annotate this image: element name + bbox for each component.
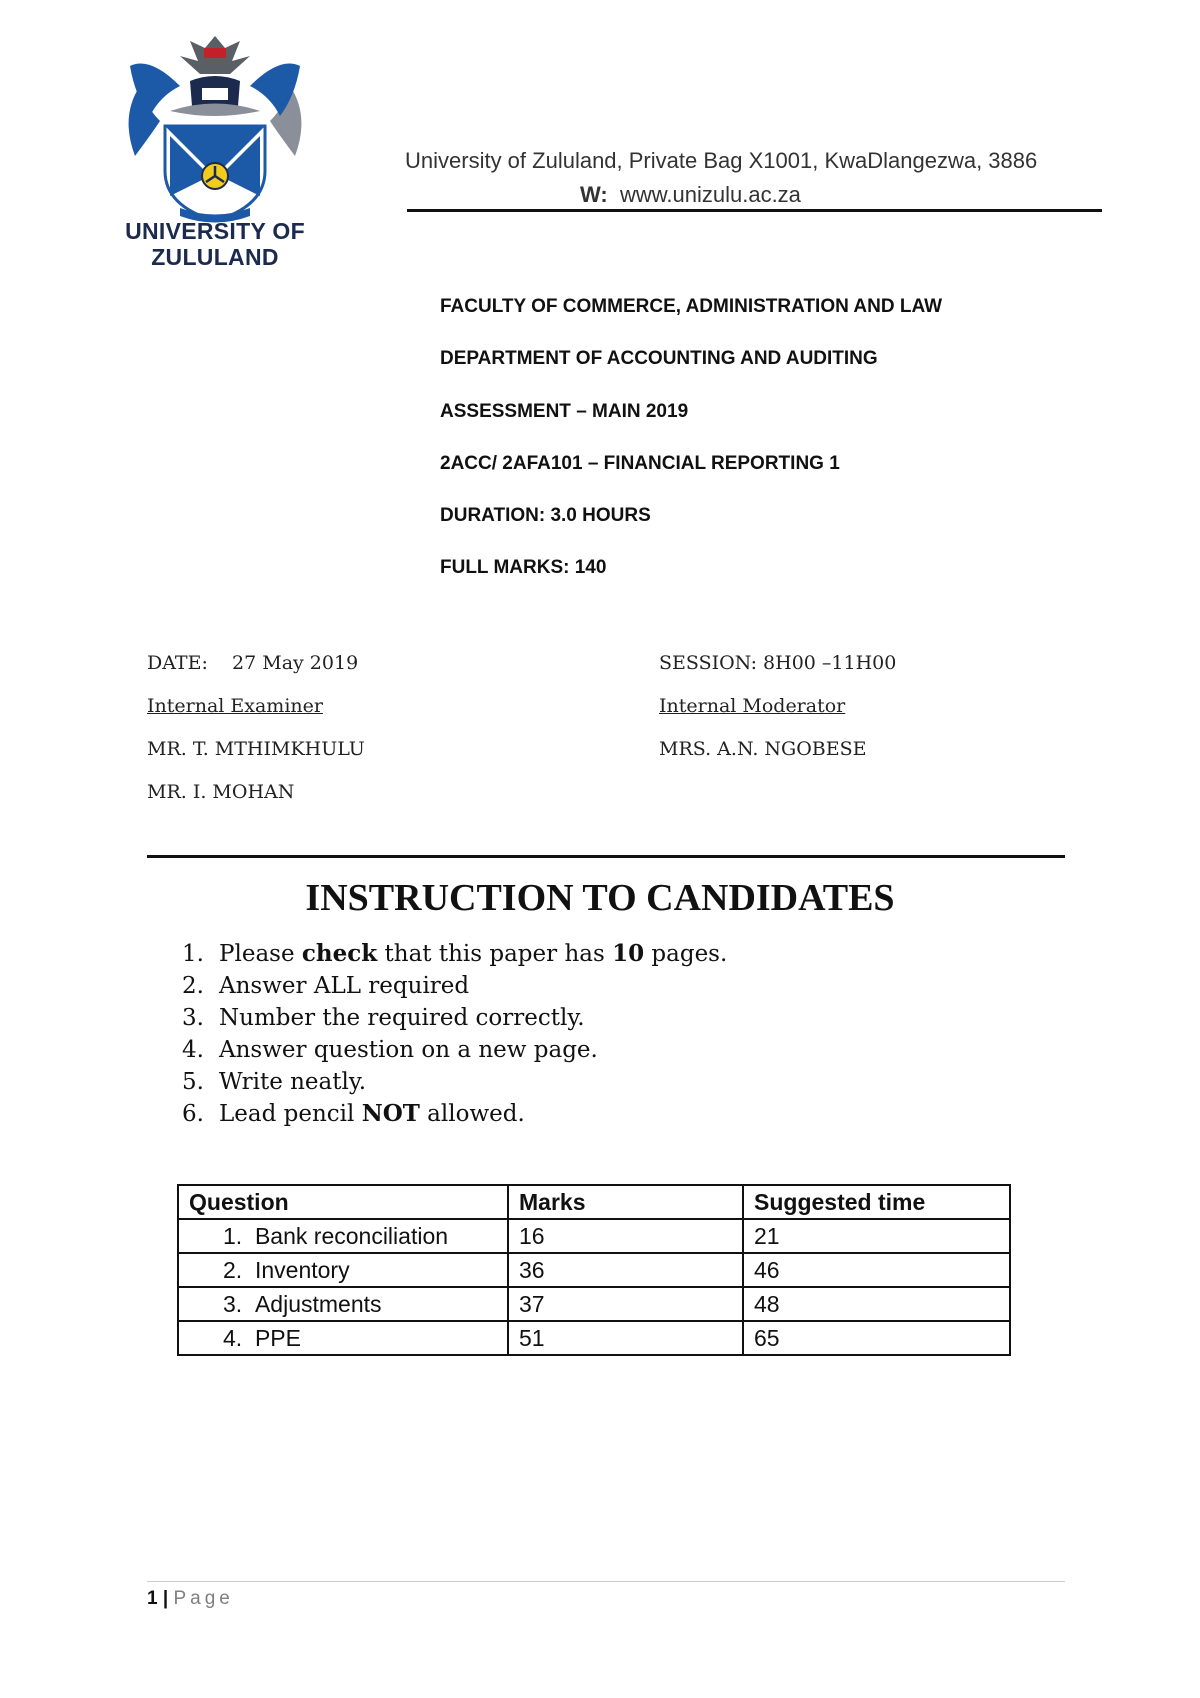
instruction-text: pages. [644,941,728,967]
instruction-number: 4. [182,1037,204,1063]
time-cell: 65 [743,1321,1010,1355]
website-line [580,182,801,208]
footer-separator: | [162,1588,169,1609]
website-url[interactable]: www.unizulu.ac.za [619,182,801,207]
page-footer [147,1588,234,1610]
question-number: 4. [223,1324,243,1351]
instructions-list [182,938,727,1130]
examiner-heading: Internal Examiner [147,695,323,717]
instruction-emphasis: check [301,940,378,967]
marks-cell: 16 [508,1219,743,1253]
question-number: 1. [223,1222,243,1249]
examiner-1: MR. T. MTHIMKHULU [147,738,365,760]
table-header-row [178,1185,1010,1219]
question-name: Adjustments [254,1290,382,1317]
instruction-text: Please [219,941,302,967]
coat-of-arms-icon [110,26,320,226]
question-number: 3. [223,1290,243,1317]
module-code: 2ACC/ 2AFA101 – FINANCIAL REPORTING 1 [440,453,840,474]
section-divider [147,855,1065,858]
table-row [178,1219,1010,1253]
instruction-emphasis: NOT [361,1100,420,1127]
logo-text-line-1: UNIVERSITY OF [125,218,305,244]
marks-cell: 37 [508,1287,743,1321]
instruction-text: that this paper has [377,941,613,967]
instruction-number: 6. [182,1101,204,1127]
table-row [178,1253,1010,1287]
instruction-emphasis: 10 [612,940,645,967]
table-row [178,1287,1010,1321]
question-cell [178,1287,508,1321]
time-cell: 21 [743,1219,1010,1253]
header-marks: Marks [508,1185,743,1219]
instruction-item [182,970,727,1002]
date-label: DATE: [147,652,208,674]
footer-divider [147,1581,1065,1582]
instruction-number: 3. [182,1005,204,1031]
marks-cell: 36 [508,1253,743,1287]
instruction-item [182,1098,727,1130]
question-number: 2. [223,1256,243,1283]
date-value: 27 May 2019 [232,652,359,674]
question-name: PPE [254,1324,301,1351]
marks-table [177,1184,1011,1356]
instruction-number: 5. [182,1069,204,1095]
header-suggested-time: Suggested time [743,1185,1010,1219]
moderator-1: MRS. A.N. NGOBESE [659,738,867,760]
page-label: Page [173,1588,234,1609]
instruction-text: Lead pencil [219,1101,362,1127]
instruction-text: Write neatly. [219,1069,367,1095]
time-cell: 46 [743,1253,1010,1287]
university-address: University of Zululand, Private Bag X1001, KwaDlangezwa, 3886 [405,148,1038,173]
instruction-text: Answer question on a new page. [219,1037,598,1063]
department-name: DEPARTMENT OF ACCOUNTING AND AUDITING [440,348,878,369]
full-marks: FULL MARKS: 140 [440,557,607,578]
instruction-item [182,1034,727,1066]
table-row [178,1321,1010,1355]
logo-text-line-2: ZULULAND [151,244,279,270]
instruction-item [182,1002,727,1034]
exam-session: SESSION: 8H00 –11H00 [659,652,897,674]
time-cell: 48 [743,1287,1010,1321]
instructions-title: INSTRUCTION TO CANDIDATES [305,877,895,919]
page-number: 1 [147,1588,158,1609]
instruction-item [182,938,727,970]
instruction-number: 2. [182,973,204,999]
assessment-title: ASSESSMENT – MAIN 2019 [440,401,689,422]
header-divider [407,209,1102,212]
moderator-heading: Internal Moderator [659,695,846,717]
question-name: Inventory [254,1256,350,1283]
faculty-name: FACULTY OF COMMERCE, ADMINISTRATION AND LAW [440,296,943,317]
examiner-2: MR. I. MOHAN [147,781,295,803]
instruction-text: Answer ALL required [219,973,470,999]
instruction-text: allowed. [419,1101,525,1127]
question-name: Bank reconciliation [254,1222,449,1249]
question-cell [178,1253,508,1287]
instruction-item [182,1066,727,1098]
instruction-number: 1. [182,941,204,967]
exam-date [147,652,358,674]
website-label: W: [580,182,608,207]
header-question: Question [178,1185,508,1219]
question-cell [178,1219,508,1253]
university-logo [110,26,320,270]
instruction-text: Number the required correctly. [219,1005,585,1031]
question-cell [178,1321,508,1355]
duration: DURATION: 3.0 HOURS [440,505,651,526]
marks-cell: 51 [508,1321,743,1355]
